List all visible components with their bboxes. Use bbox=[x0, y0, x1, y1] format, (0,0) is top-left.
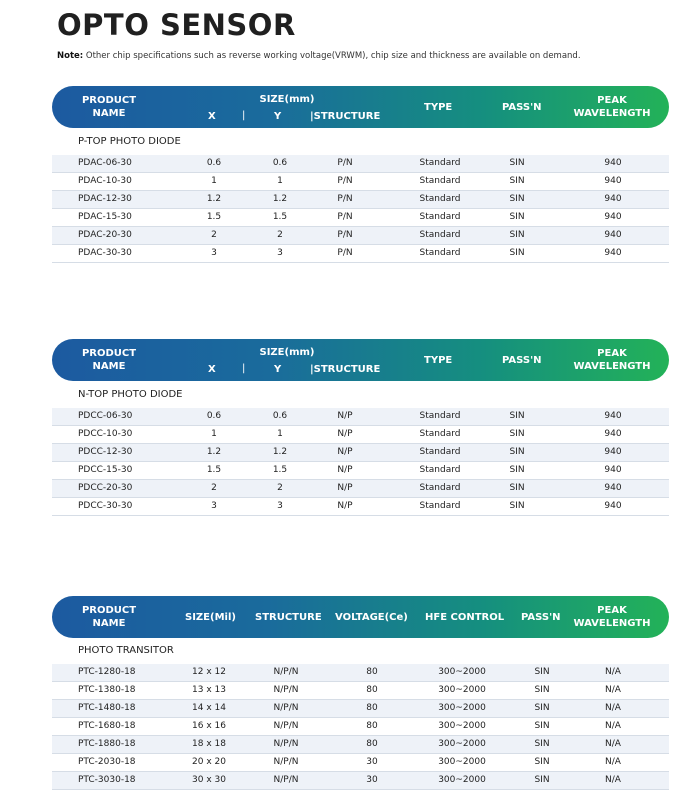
cell-structure: N/P/N bbox=[273, 703, 299, 713]
header-separator: | bbox=[242, 110, 246, 121]
header-y: Y bbox=[274, 111, 282, 122]
cell-passn: SIN bbox=[534, 721, 550, 731]
cell-peak: 940 bbox=[604, 212, 622, 222]
cell-structure: N/P/N bbox=[273, 775, 299, 785]
cell-passn: SIN bbox=[534, 685, 550, 695]
cell-peak: 940 bbox=[604, 411, 622, 421]
table-row bbox=[52, 191, 669, 209]
ptop-table bbox=[52, 155, 669, 263]
cell-passn: SIN bbox=[534, 757, 550, 767]
cell-structure: N/P bbox=[337, 429, 353, 439]
cell-type: Standard bbox=[419, 212, 461, 222]
cell-type: Standard bbox=[419, 158, 461, 168]
cell-y: 0.6 bbox=[272, 158, 288, 168]
header-product-name: PRODUCT NAME bbox=[81, 348, 137, 372]
header-passn: PASS'N bbox=[521, 612, 561, 623]
cell-y: 0.6 bbox=[272, 411, 288, 421]
cell-x: 1.2 bbox=[206, 447, 222, 457]
cell-x: 1.5 bbox=[206, 465, 222, 475]
cell-peak: 940 bbox=[604, 194, 622, 204]
cell-name: PDCC-06-30 bbox=[78, 411, 133, 421]
cell-type: Standard bbox=[419, 483, 461, 493]
header-separator: | bbox=[242, 363, 246, 374]
cell-structure: P/N bbox=[337, 194, 353, 204]
cell-structure: P/N bbox=[337, 230, 353, 240]
cell-type: Standard bbox=[419, 429, 461, 439]
cell-x: 3 bbox=[211, 248, 217, 258]
header-x: X bbox=[208, 364, 216, 375]
header-size: SIZE(mm) bbox=[259, 94, 315, 105]
cell-type: Standard bbox=[419, 194, 461, 204]
cell-name: PDAC-12-30 bbox=[78, 194, 132, 204]
cell-name: PTC-1880-18 bbox=[78, 739, 136, 749]
cell-name: PDCC-15-30 bbox=[78, 465, 133, 475]
table-row bbox=[52, 408, 669, 426]
cell-passn: SIN bbox=[509, 194, 525, 204]
table-row bbox=[52, 772, 669, 790]
cell-hfe: 300~2000 bbox=[438, 685, 486, 695]
cell-passn: SIN bbox=[509, 176, 525, 186]
header-y: Y bbox=[274, 364, 282, 375]
table-row bbox=[52, 227, 669, 245]
cell-size: 13 x 13 bbox=[192, 685, 226, 695]
header-type: TYPE bbox=[424, 102, 453, 113]
cell-type: Standard bbox=[419, 465, 461, 475]
cell-name: PDAC-10-30 bbox=[78, 176, 132, 186]
cell-name: PDCC-10-30 bbox=[78, 429, 133, 439]
header-hfe-control: HFE CONTROL bbox=[425, 612, 505, 623]
cell-voltage: 80 bbox=[366, 739, 378, 749]
cell-name: PDAC-15-30 bbox=[78, 212, 132, 222]
cell-y: 1 bbox=[277, 429, 283, 439]
cell-passn: SIN bbox=[509, 158, 525, 168]
cell-hfe: 300~2000 bbox=[438, 703, 486, 713]
cell-peak: N/A bbox=[605, 721, 621, 731]
note-label: Note: bbox=[57, 51, 84, 61]
cell-passn: SIN bbox=[509, 212, 525, 222]
ntop-table-header bbox=[52, 339, 669, 381]
ptop-table-header bbox=[52, 86, 669, 128]
cell-peak: 940 bbox=[604, 429, 622, 439]
cell-passn: SIN bbox=[509, 411, 525, 421]
cell-hfe: 300~2000 bbox=[438, 757, 486, 767]
header-passn: PASS'N bbox=[502, 102, 542, 113]
cell-name: PTC-1680-18 bbox=[78, 721, 136, 731]
cell-size: 20 x 20 bbox=[192, 757, 226, 767]
cell-y: 1.2 bbox=[272, 447, 288, 457]
cell-peak: N/A bbox=[605, 685, 621, 695]
cell-x: 3 bbox=[211, 501, 217, 511]
cell-name: PDAC-06-30 bbox=[78, 158, 132, 168]
table-row bbox=[52, 426, 669, 444]
cell-x: 2 bbox=[211, 230, 217, 240]
table-row bbox=[52, 444, 669, 462]
cell-structure: P/N bbox=[337, 248, 353, 258]
header-structure: STRUCTURE bbox=[255, 612, 322, 623]
cell-peak: 940 bbox=[604, 248, 622, 258]
cell-type: Standard bbox=[419, 230, 461, 240]
cell-structure: P/N bbox=[337, 158, 353, 168]
cell-name: PTC-1280-18 bbox=[78, 667, 136, 677]
cell-peak: 940 bbox=[604, 158, 622, 168]
cell-voltage: 80 bbox=[366, 685, 378, 695]
cell-peak: 940 bbox=[604, 230, 622, 240]
header-peak-wavelength: PEAK WAVELENGTH bbox=[573, 95, 651, 119]
note bbox=[57, 51, 581, 61]
cell-y: 2 bbox=[277, 483, 283, 493]
cell-type: Standard bbox=[419, 176, 461, 186]
table-row bbox=[52, 245, 669, 263]
transistor-section-label: PHOTO TRANSITOR bbox=[78, 645, 174, 656]
cell-structure: N/P/N bbox=[273, 667, 299, 677]
cell-passn: SIN bbox=[509, 429, 525, 439]
table-row bbox=[52, 173, 669, 191]
cell-passn: SIN bbox=[509, 248, 525, 258]
cell-structure: N/P/N bbox=[273, 685, 299, 695]
cell-peak: 940 bbox=[604, 465, 622, 475]
cell-peak: 940 bbox=[604, 176, 622, 186]
header-peak-wavelength: PEAK WAVELENGTH bbox=[573, 348, 651, 372]
cell-x: 2 bbox=[211, 483, 217, 493]
cell-hfe: 300~2000 bbox=[438, 775, 486, 785]
header-structure: |STRUCTURE bbox=[310, 111, 381, 122]
header-peak-wavelength: PEAK WAVELENGTH bbox=[573, 605, 651, 629]
cell-name: PDCC-12-30 bbox=[78, 447, 133, 457]
cell-hfe: 300~2000 bbox=[438, 739, 486, 749]
cell-type: Standard bbox=[419, 501, 461, 511]
cell-passn: SIN bbox=[509, 230, 525, 240]
cell-x: 1 bbox=[211, 429, 217, 439]
header-x: X bbox=[208, 111, 216, 122]
header-size: SIZE(mm) bbox=[259, 347, 315, 358]
note-text: Other chip specifications such as reverse working voltage(VRWM), chip size and thickness are available on demand. bbox=[85, 51, 581, 61]
cell-x: 1.5 bbox=[206, 212, 222, 222]
cell-type: Standard bbox=[419, 447, 461, 457]
cell-type: Standard bbox=[419, 411, 461, 421]
cell-structure: N/P bbox=[337, 501, 353, 511]
cell-peak: N/A bbox=[605, 739, 621, 749]
cell-x: 1.2 bbox=[206, 194, 222, 204]
cell-name: PDCC-20-30 bbox=[78, 483, 133, 493]
cell-y: 1.2 bbox=[272, 194, 288, 204]
cell-name: PDCC-30-30 bbox=[78, 501, 133, 511]
cell-x: 1 bbox=[211, 176, 217, 186]
table-row bbox=[52, 664, 669, 682]
cell-peak: 940 bbox=[604, 447, 622, 457]
cell-size: 14 x 14 bbox=[192, 703, 226, 713]
page-title: OPTO SENSOR bbox=[57, 8, 296, 42]
transistor-table-header bbox=[52, 596, 669, 638]
cell-y: 3 bbox=[277, 248, 283, 258]
cell-peak: N/A bbox=[605, 757, 621, 767]
cell-name: PDAC-30-30 bbox=[78, 248, 132, 258]
cell-peak: N/A bbox=[605, 667, 621, 677]
table-row bbox=[52, 754, 669, 772]
cell-peak: 940 bbox=[604, 483, 622, 493]
cell-name: PTC-1480-18 bbox=[78, 703, 136, 713]
table-row bbox=[52, 700, 669, 718]
cell-passn: SIN bbox=[534, 775, 550, 785]
cell-size: 16 x 16 bbox=[192, 721, 226, 731]
table-row bbox=[52, 480, 669, 498]
cell-passn: SIN bbox=[534, 667, 550, 677]
cell-passn: SIN bbox=[534, 739, 550, 749]
cell-type: Standard bbox=[419, 248, 461, 258]
header-product-name: PRODUCT NAME bbox=[81, 605, 137, 629]
cell-structure: P/N bbox=[337, 212, 353, 222]
cell-size: 30 x 30 bbox=[192, 775, 226, 785]
cell-voltage: 80 bbox=[366, 721, 378, 731]
cell-voltage: 80 bbox=[366, 667, 378, 677]
cell-size: 12 x 12 bbox=[192, 667, 226, 677]
cell-structure: N/P/N bbox=[273, 739, 299, 749]
table-row bbox=[52, 155, 669, 173]
header-size-mil: SIZE(Mil) bbox=[185, 612, 236, 623]
header-type: TYPE bbox=[424, 355, 453, 366]
cell-size: 18 x 18 bbox=[192, 739, 226, 749]
cell-name: PTC-2030-18 bbox=[78, 757, 136, 767]
header-structure: |STRUCTURE bbox=[310, 364, 381, 375]
cell-voltage: 30 bbox=[366, 757, 378, 767]
cell-hfe: 300~2000 bbox=[438, 721, 486, 731]
cell-x: 0.6 bbox=[206, 411, 222, 421]
table-row bbox=[52, 462, 669, 480]
cell-structure: P/N bbox=[337, 176, 353, 186]
table-row bbox=[52, 736, 669, 754]
table-row bbox=[52, 718, 669, 736]
cell-passn: SIN bbox=[509, 447, 525, 457]
cell-structure: N/P bbox=[337, 483, 353, 493]
cell-structure: N/P/N bbox=[273, 757, 299, 767]
cell-x: 0.6 bbox=[206, 158, 222, 168]
cell-structure: N/P bbox=[337, 447, 353, 457]
table-row bbox=[52, 209, 669, 227]
cell-passn: SIN bbox=[509, 483, 525, 493]
cell-name: PTC-3030-18 bbox=[78, 775, 136, 785]
cell-structure: N/P/N bbox=[273, 721, 299, 731]
cell-passn: SIN bbox=[509, 501, 525, 511]
cell-y: 1 bbox=[277, 176, 283, 186]
cell-voltage: 80 bbox=[366, 703, 378, 713]
ptop-section-label: P-TOP PHOTO DIODE bbox=[78, 136, 181, 147]
cell-passn: SIN bbox=[509, 465, 525, 475]
cell-y: 2 bbox=[277, 230, 283, 240]
cell-hfe: 300~2000 bbox=[438, 667, 486, 677]
table-row bbox=[52, 498, 669, 516]
table-row bbox=[52, 682, 669, 700]
cell-peak: N/A bbox=[605, 703, 621, 713]
cell-y: 1.5 bbox=[272, 212, 288, 222]
header-voltage: VOLTAGE(Ce) bbox=[335, 612, 408, 623]
cell-structure: N/P bbox=[337, 411, 353, 421]
header-product-name: PRODUCT NAME bbox=[81, 95, 137, 119]
cell-y: 1.5 bbox=[272, 465, 288, 475]
cell-name: PDAC-20-30 bbox=[78, 230, 132, 240]
cell-name: PTC-1380-18 bbox=[78, 685, 136, 695]
cell-peak: 940 bbox=[604, 501, 622, 511]
transistor-table bbox=[52, 664, 669, 790]
ntop-section-label: N-TOP PHOTO DIODE bbox=[78, 389, 183, 400]
cell-passn: SIN bbox=[534, 703, 550, 713]
cell-structure: N/P bbox=[337, 465, 353, 475]
cell-voltage: 30 bbox=[366, 775, 378, 785]
cell-peak: N/A bbox=[605, 775, 621, 785]
ntop-table bbox=[52, 408, 669, 516]
cell-y: 3 bbox=[277, 501, 283, 511]
header-passn: PASS'N bbox=[502, 355, 542, 366]
